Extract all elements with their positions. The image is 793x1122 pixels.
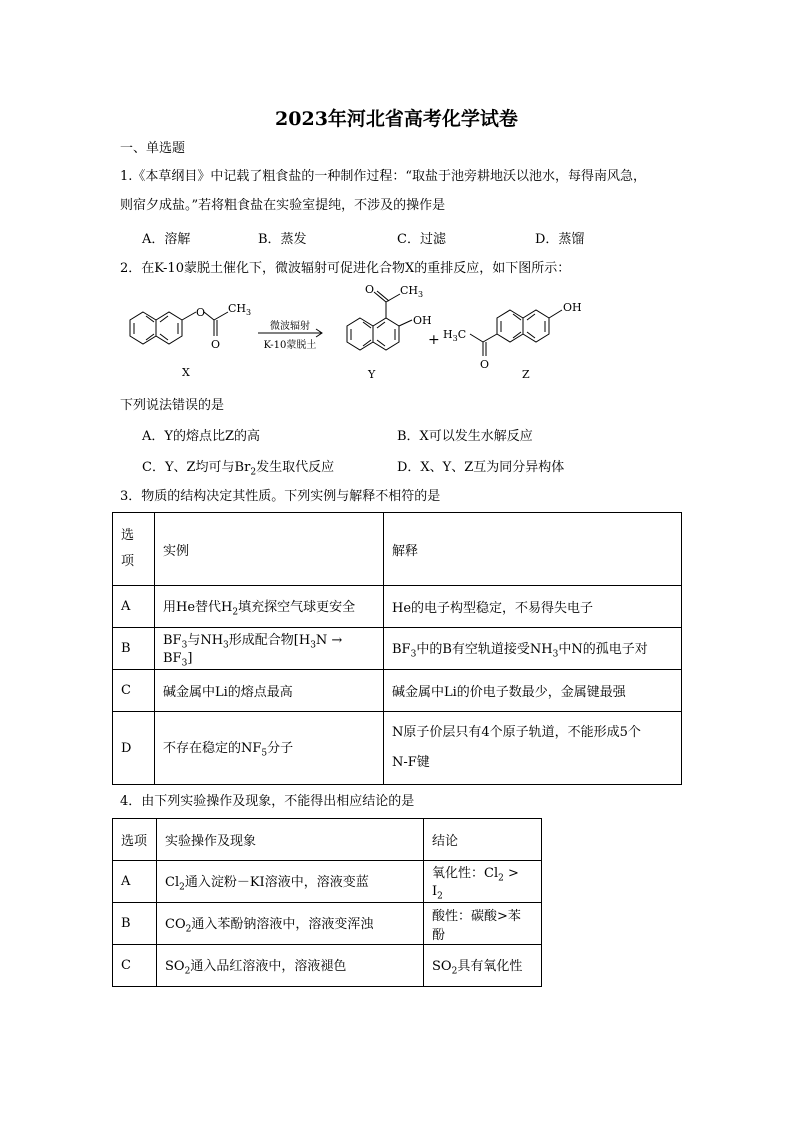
q1-stem-line1: 1.《本草纲目》中记载了粗食盐的一种制作过程：“取盐于池旁耕地沃以池水，每得南风急， [120, 169, 647, 184]
label-y: Y [368, 368, 376, 381]
q4-stem: 4．由下列实验操作及现象，不能得出相应结论的是 [120, 794, 415, 809]
x-ch3-label: $CH_3$ [228, 302, 252, 317]
q3-row-c-option: C [113, 670, 155, 712]
q3-row-a-example: 用He替代$H_2$填充探空气球更安全 [155, 586, 384, 628]
z-carbonyl-o-label: O [480, 358, 490, 371]
q3-row-d-explanation: N原子价层只有4个原子轨道，不能形成5个 N-F键 [384, 712, 682, 785]
x-oxygen-label: O [196, 306, 206, 319]
q4-row-c-operation: $SO_2$通入品红溶液中，溶液褪色 [157, 945, 424, 987]
y-oh-label: OH [413, 314, 432, 327]
q1-stem-line2: 则宿夕成盐。”若将粗食盐在实验室提纯，不涉及的操作是 [120, 198, 446, 213]
q1-option-b[interactable]: B．蒸发 [258, 232, 307, 247]
q4-row-b-conclusion: 酸性：碳酸>苯酚 [424, 903, 542, 945]
q4-row-c-conclusion: $SO_2$具有氧化性 [424, 945, 542, 987]
q3-row-c-explanation: 碱金属中Li的价电子数最少，金属键最强 [384, 670, 682, 712]
q3-header-option: 选 项 [113, 513, 155, 586]
q2-option-b[interactable]: B．X可以发生水解反应 [397, 429, 533, 444]
q1-option-d[interactable]: D．蒸馏 [535, 232, 585, 247]
exam-title: 2023年河北省高考化学试卷 [275, 108, 518, 130]
q2-option-c[interactable]: C．Y、Z均可与$Br_2$发生取代反应 [142, 460, 335, 478]
plus-sign: + [428, 332, 440, 348]
q4-header-conclusion: 结论 [424, 819, 542, 861]
y-carbonyl-o-label: O [365, 283, 375, 296]
q4-row-a-conclusion: 氧化性：$Cl_2 > I_2$ [424, 861, 542, 903]
label-x: X [182, 366, 190, 379]
q2-option-d[interactable]: D．X、Y、Z互为同分异构体 [397, 460, 565, 475]
q4-row-b-option: B [113, 903, 157, 945]
arrow-condition-top: 微波辐射 [270, 321, 310, 332]
label-z: Z [522, 368, 530, 381]
section-heading: 一、单选题 [120, 141, 186, 156]
q3-header-example: 实例 [155, 513, 384, 586]
reaction-scheme [110, 282, 630, 384]
q4-row-c-option: C [113, 945, 157, 987]
q3-row-b-explanation: $BF_3$中的B有空轨道接受$NH_3$中N的孤电子对 [384, 628, 682, 670]
q3-row-a-option: A [113, 586, 155, 628]
q3-table [112, 512, 682, 785]
q3-row-c-example: 碱金属中Li的熔点最高 [155, 670, 384, 712]
q2-stem: 2．在K-10蒙脱土催化下，微波辐射可促进化合物X的重排反应，如下图所示： [120, 261, 571, 276]
y-ch3-label: $CH_3$ [400, 284, 424, 299]
arrow-condition-bottom: K-10蒙脱土 [263, 340, 317, 351]
q3-row-a-explanation: He的电子构型稳定，不易得失电子 [384, 586, 682, 628]
z-oh-label: OH [563, 301, 582, 314]
q4-table [112, 818, 542, 987]
q3-row-d-example: 不存在稳定的$NF_5$分子 [155, 712, 384, 785]
z-h3c-label: $H_3C$ [443, 328, 467, 343]
q4-row-b-operation: $CO_2$通入苯酚钠溶液中，溶液变浑浊 [157, 903, 424, 945]
q4-row-a-option: A [113, 861, 157, 903]
q4-header-operation: 实验操作及现象 [157, 819, 424, 861]
q3-header-explanation: 解释 [384, 513, 682, 586]
q1-option-a[interactable]: A．溶解 [142, 232, 191, 247]
q3-row-b-option: B [113, 628, 155, 670]
q2-option-a[interactable]: A．Y的熔点比Z的高 [142, 429, 261, 444]
x-carbonyl-o-label: O [211, 338, 221, 351]
q3-stem: 3．物质的结构决定其性质。下列实例与解释不相符的是 [120, 489, 441, 504]
q1-option-c[interactable]: C．过滤 [397, 232, 446, 247]
q4-row-a-operation: $Cl_2$通入淀粉－KI溶液中，溶液变蓝 [157, 861, 424, 903]
q2-prompt: 下列说法错误的是 [120, 398, 225, 413]
q4-header-option: 选项 [113, 819, 157, 861]
q3-row-b-example: $BF_3$与$NH_3$形成配合物$[H_3N \to BF_3]$ [155, 628, 384, 670]
q3-row-d-option: D [113, 712, 155, 785]
